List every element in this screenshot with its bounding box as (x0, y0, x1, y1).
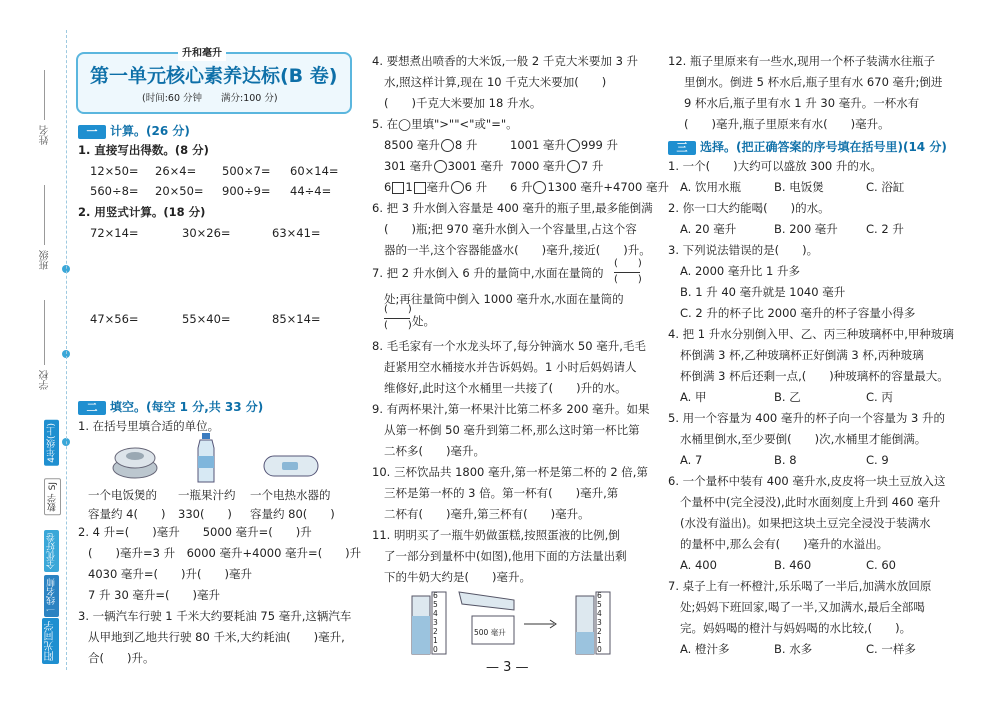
series-tag: 全优好卷 (44, 530, 59, 572)
compare-item: 301 毫升 3001 毫升 (384, 159, 504, 173)
rice-cooker-icon (110, 440, 160, 480)
question-line: 处。 (412, 314, 435, 328)
question-line: 6. 把 3 升水倒入容量是 400 毫升的瓶子里,最多能倒满 (372, 201, 653, 215)
option[interactable]: C. 60 (866, 558, 896, 572)
exam-meta: (时间:60 分钟 满分:100 分) (142, 93, 278, 104)
subject-tag: 数学 SJ (44, 478, 61, 515)
question-line: 个量杯中(完全浸没),此时水面刻度上升到 460 毫升 (680, 495, 941, 509)
section-header-fill: 二 填空。(每空 1 分,共 33 分) (78, 398, 263, 414)
fraction-blank[interactable]: ( ) ( ) (384, 304, 412, 331)
school-label: 学校 (40, 370, 51, 390)
option[interactable]: A. 400 (680, 558, 717, 572)
option[interactable]: C. 2 升 (866, 222, 904, 236)
brand-logo: 阳光同学 (42, 618, 59, 664)
calc-item: 63×41= (272, 226, 321, 240)
question-line: 水,照这样计算,现在 10 千克大米要加( ) (384, 75, 607, 89)
question-line: ( )瓶;把 970 毫升水倒入一个容量里,占这个容 (384, 222, 637, 236)
unit-item-text: 一瓶果汁约 (178, 488, 236, 502)
section-header-calc: 一 计算。(26 分) (78, 122, 190, 138)
question: 2. 用竖式计算。(18 分) (78, 205, 206, 219)
option[interactable]: C. 2 升的杯子比 2000 毫升的杯子容量小得多 (680, 306, 916, 320)
scale-label: 2 (597, 627, 602, 636)
binding-line (66, 30, 67, 670)
left-sidebar (0, 0, 66, 710)
question-line: 7 升 30 毫升=( )毫升 (88, 588, 221, 602)
question-line: 合( )升。 (88, 651, 155, 665)
compare-item: 6 1 毫升 6 升 (384, 180, 488, 194)
scale-label: 0 (597, 645, 602, 654)
calc-item: 30×26= (182, 226, 231, 240)
scale-label: 6 (597, 591, 602, 600)
question-line: 二杯有( )毫升,第三杯有( )毫升。 (384, 507, 590, 521)
question-line: ( )毫升=3 升 6000 毫升+4000 毫升=( )升 (88, 546, 362, 560)
question-line: 7. 把 2 升水倒入 6 升的量筒中,水面在量筒的 (372, 266, 604, 280)
option[interactable]: B. 460 (774, 558, 812, 572)
question-line: 三杯是第一杯的 3 倍。第一杯有( )毫升,第 (384, 486, 619, 500)
calc-item: 60×14= (290, 164, 339, 178)
class-label: 班级 (40, 250, 51, 270)
grade-tag: 4年级(上) (44, 420, 59, 466)
question-line: 2. 你一口大约能喝( )的水。 (668, 201, 830, 215)
scale-label: 2 (433, 627, 438, 636)
option[interactable]: A. 20 毫升 (680, 222, 737, 236)
unit-badge: 升和毫升 (178, 47, 226, 61)
name-label: 姓名 (40, 125, 51, 145)
question-line: 6. 一个量杯中装有 400 毫升水,皮皮将一块土豆放入这 (668, 474, 946, 488)
question-line: 赶紧用空水桶接水并告诉妈妈。1 小时后妈妈请人 (384, 360, 637, 374)
question-line: ( )千克大米要加 18 升水。 (384, 96, 542, 110)
milk-measuring-diagram (404, 586, 652, 656)
question-line: 的量杯中,那么会有( )毫升的水溢出。 (680, 537, 889, 551)
option[interactable]: C. 9 (866, 453, 889, 467)
question: 5. 在◯里填">""<"或"="。 (372, 117, 518, 131)
question-line: 12. 瓶子里原来有一些水,现用一个杯子装满水往瓶子 (668, 54, 936, 68)
question-line: 1. 一个( )大约可以盛放 300 升的水。 (668, 159, 882, 173)
question-line: 3. 一辆汽车行驶 1 千米大约要耗油 75 毫升,这辆汽车 (78, 609, 352, 623)
question: 1. 在括号里填合适的单位。 (78, 419, 220, 433)
question-line: 器的一半,这个容器能盛水( )毫升,接近( )升。 (384, 243, 651, 257)
question-line: 完。妈妈喝的橙汁与妈妈喝的水比较,( )。 (680, 621, 912, 635)
question-line: 10. 三杯饮品共 1800 毫升,第一杯是第二杯的 2 倍,第 (372, 465, 648, 479)
compare-item: 8500 毫升 8 升 (384, 138, 478, 152)
option[interactable]: B. 水多 (774, 642, 813, 656)
question-line: 11. 明明买了一瓶牛奶做蛋糕,按照蛋液的比例,倒 (372, 528, 620, 542)
option[interactable]: A. 2000 毫升比 1 升多 (680, 264, 801, 278)
question-line: 里倒水。倒进 5 杯水后,瓶子里有水 670 毫升;倒进 (684, 75, 943, 89)
question-line: 4. 把 1 升水分别倒入甲、乙、丙三种玻璃杯中,甲种玻璃 (668, 327, 954, 341)
calc-item: 72×14= (90, 226, 139, 240)
section-header-choice: 三 选择。(把正确答案的序号填在括号里)(14 分) (668, 138, 947, 154)
option[interactable]: C. 浴缸 (866, 180, 905, 194)
question-line: 了一部分到量杯中(如图),他用下面的方法量出剩 (384, 549, 627, 563)
scale-label: 5 (433, 600, 438, 609)
page-number: — 3 — (486, 660, 529, 675)
question-line: 从第一杯倒 50 毫升到第二杯,那么这时第一杯比第 (384, 423, 640, 437)
calc-item: 44÷4= (290, 184, 332, 198)
question-line: 杯倒满 3 杯后还剩一点,( )种玻璃杯的容量最大。 (680, 369, 949, 383)
question-line: 杯倒满 3 杯,乙种玻璃杯正好倒满 3 杯,丙种玻璃 (680, 348, 924, 362)
question-line: 7. 桌子上有一杯橙汁,乐乐喝了一半后,加满水放回原 (668, 579, 932, 593)
water-heater-icon (262, 452, 320, 480)
question-line: 下的牛奶大约是( )毫升。 (384, 570, 531, 584)
option[interactable]: A. 甲 (680, 390, 707, 404)
scale-label: 4 (433, 609, 438, 618)
scale-label: 1 (433, 636, 438, 645)
question: 1. 直接写出得数。(8 分) (78, 143, 209, 157)
calc-item: 900÷9= (222, 184, 271, 198)
compare-item: 6 升 1300 毫升+4700 毫升 (510, 180, 669, 194)
question-line: 维修好,此时这个水桶里一共接了( )升的水。 (384, 381, 627, 395)
question-line: 8. 毛毛家有一个水龙头坏了,每分钟滴水 50 毫升,毛毛 (372, 339, 646, 353)
question-line: 4030 毫升=( )升( )毫升 (88, 567, 253, 581)
compare-item: 7000 毫升 7 升 (510, 159, 604, 173)
calc-item: 12×50= (90, 164, 139, 178)
scale-label: 0 (433, 645, 438, 654)
question-line: 3. 下列说法错误的是( )。 (668, 243, 819, 257)
calc-item: 26×4= (155, 164, 197, 178)
question-line: 水桶里倒水,至少要倒( )次,水桶里才能倒满。 (680, 432, 927, 446)
question-line: 5. 用一个容量为 400 毫升的杯子向一个容量为 3 升的 (668, 411, 946, 425)
question-line: 处;再往量筒中倒入 1000 毫升水,水面在量筒的 (384, 292, 624, 306)
question-line: ( )毫升,瓶子里原来有水( )毫升。 (684, 117, 890, 131)
school-field-line[interactable] (44, 300, 45, 365)
question-line: 2. 4 升=( )毫升 5000 毫升=( )升 (78, 525, 312, 539)
question-line: (水没有溢出)。如果把这块土豆完全浸没于装满水 (680, 516, 931, 530)
question-line: 从甲地到乙地共行驶 80 千米,大约耗油( )毫升, (88, 630, 345, 644)
question-line: 处;妈妈下班回家,喝了一半,又加满水,最后全部喝 (680, 600, 925, 614)
option[interactable]: B. 乙 (774, 390, 801, 404)
question-line: 9 杯水后,瓶子里有水 1 升 30 毫升。一杯水有 (684, 96, 920, 110)
calc-item: 55×40= (182, 312, 231, 326)
calc-item: 20×50= (155, 184, 204, 198)
scale-label: 3 (597, 618, 602, 627)
calc-item: 500×7= (222, 164, 271, 178)
cup-label: 500 毫升 (474, 628, 506, 637)
scale-label: 1 (597, 636, 602, 645)
option[interactable]: C. 一样多 (866, 642, 916, 656)
page-title: 第一单元核心素养达标(B 卷) (90, 65, 338, 87)
name-field-line[interactable] (44, 70, 45, 120)
option[interactable]: A. 7 (680, 453, 703, 467)
calc-item: 47×56= (90, 312, 139, 326)
scale-label: 4 (597, 609, 602, 618)
option[interactable]: B. 1 升 40 毫升就是 1040 毫升 (680, 285, 846, 299)
option[interactable]: C. 丙 (866, 390, 893, 404)
unit-item-text: 330( ) (178, 507, 232, 521)
series-tag-2: 一线名师 (44, 575, 59, 617)
option[interactable]: A. 饮用水瓶 (680, 180, 741, 194)
option[interactable]: B. 200 毫升 (774, 222, 838, 236)
juice-bottle-icon (194, 432, 218, 484)
unit-item-text: 容量约 80( ) (250, 507, 335, 521)
calc-item: 85×14= (272, 312, 321, 326)
question-line: 4. 要想煮出喷香的大米饭,一般 2 千克大米要加 3 升 (372, 54, 639, 68)
scale-label: 5 (597, 600, 602, 609)
unit-item-text: 容量约 4( ) (88, 507, 166, 521)
unit-item-text: 一个电饭煲的 (88, 488, 157, 502)
calc-item: 560÷8= (90, 184, 139, 198)
scale-label: 3 (433, 618, 438, 627)
option[interactable]: B. 电饭煲 (774, 180, 824, 194)
question-line: 二杯多( )毫升。 (384, 444, 485, 458)
option[interactable]: A. 橙汁多 (680, 642, 730, 656)
question-line: 9. 有两杯果汁,第一杯果汁比第二杯多 200 毫升。如果 (372, 402, 650, 416)
scale-label: 6 (433, 591, 438, 600)
unit-item-text: 一个电热水器的 (250, 488, 331, 502)
option[interactable]: B. 8 (774, 453, 797, 467)
fraction-blank[interactable]: ( ) ( ) (614, 258, 642, 285)
class-field-line[interactable] (44, 185, 45, 245)
compare-item: 1001 毫升 999 升 (510, 138, 619, 152)
